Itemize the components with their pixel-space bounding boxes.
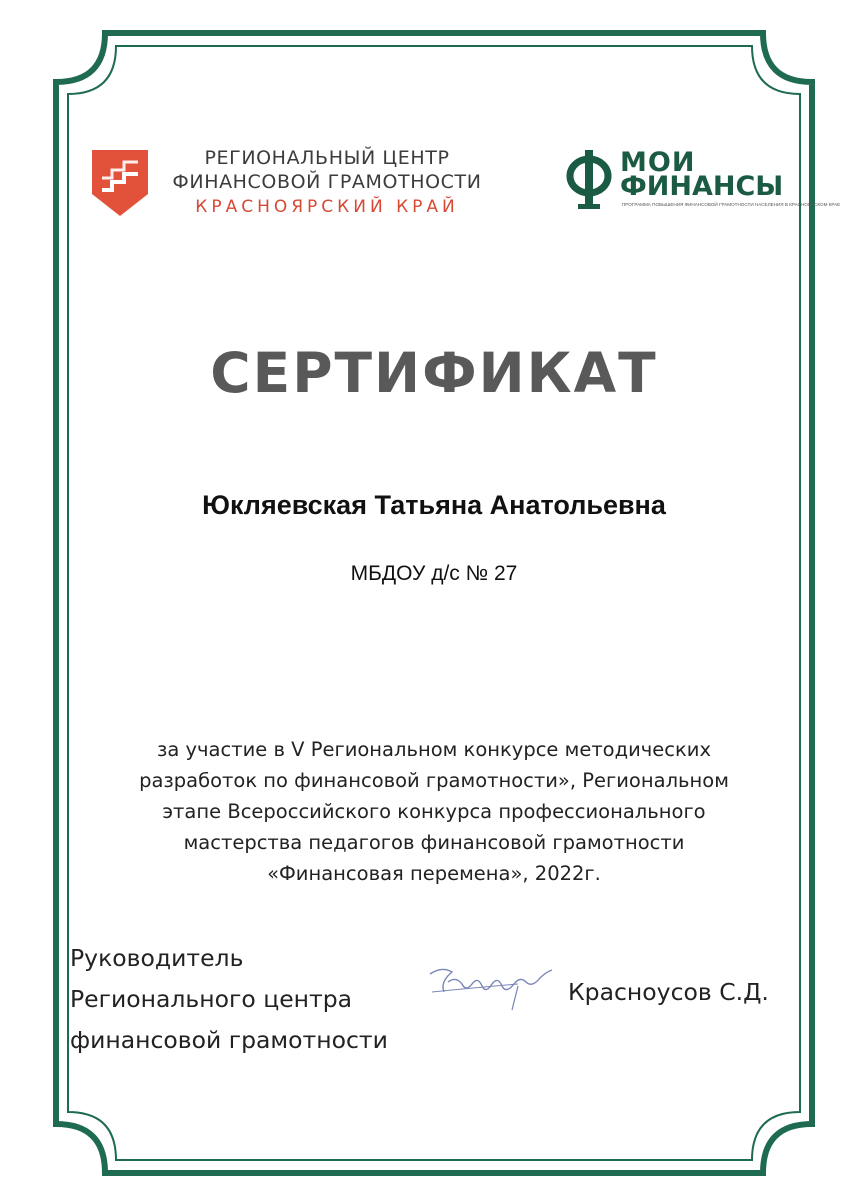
award-description	[90, 734, 778, 889]
description-line: за участие в V Региональном конкурсе методических	[156, 738, 711, 761]
regional-center-title	[162, 146, 492, 220]
signatory-position	[70, 938, 388, 1061]
description-line: разработок по финансовой грамотности», Региональном	[139, 769, 729, 792]
moi-finansy-line1: МОИ	[620, 147, 696, 178]
description-line: этапе Всероссийского конкурса профессионального	[162, 800, 706, 823]
regional-center-line2: ФИНАНСОВОЙ ГРАМОТНОСТИ	[172, 171, 482, 193]
description-line: мастерства педагогов финансовой грамотности	[183, 831, 685, 854]
certificate-title: СЕРТИФИКАТ	[210, 341, 658, 405]
moi-finansy-logo-icon	[564, 148, 614, 214]
moi-finansy-tagline: ПРОГРАММА ПОВЫШЕНИЯ ФИНАНСОВОЙ ГРАМОТНОСТИ НАСЕЛЕНИЯ В КРАСНОЯРСКОМ КРАЕ	[622, 202, 841, 207]
regional-center-region: КРАСНОЯРСКИЙ КРАЙ	[195, 197, 459, 217]
position-line: финансовой грамотности	[70, 1026, 388, 1054]
recipient-name: Юкляевская Татьяна Анатольевна	[202, 490, 666, 520]
position-line: Руководитель	[70, 944, 244, 972]
signer-name: Красноусов С.Д.	[568, 978, 769, 1006]
position-line: Регионального центра	[70, 985, 353, 1013]
recipient-organization: МБДОУ д/с № 27	[350, 562, 518, 585]
handwritten-signature	[422, 962, 562, 1018]
description-line: «Финансовая перемена», 2022г.	[267, 862, 601, 885]
regional-center-line1: РЕГИОНАЛЬНЫЙ ЦЕНТР	[204, 147, 450, 169]
moi-finansy-line2: ФИНАНСЫ	[620, 171, 784, 202]
regional-center-logo-icon	[92, 150, 148, 216]
